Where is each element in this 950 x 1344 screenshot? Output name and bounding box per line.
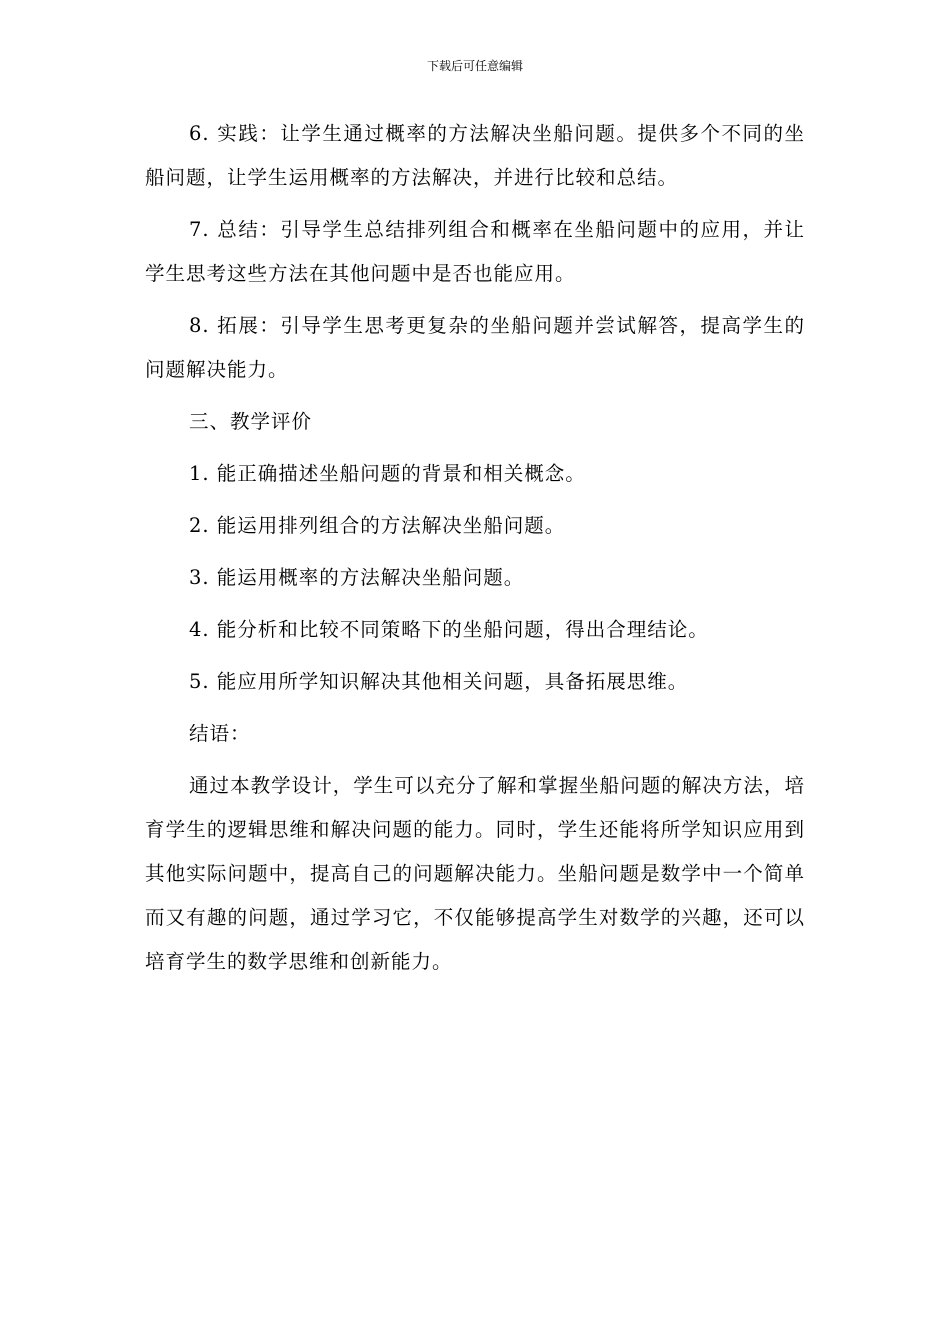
step-7-summary: 7. 总结：引导学生总结排列组合和概率在坐船问题中的应用，并让学生思考这些方法在其他问题中是否也能应用。 <box>145 218 805 285</box>
conclusion-paragraph: 通过本教学设计，学生可以充分了解和掌握坐船问题的解决方法，培育学生的逻辑思维和解决问题的能力。同时，学生还能将所学知识应用到其他实际问题中，提高自己的问题解决能力。坐船问题是数学中一个简单而又有趣的问题，通过学习它，不仅能够提高学生对数学的兴趣，还可以培育学生的数学思维和创新能力。 <box>145 774 805 973</box>
evaluation-item-4: 4. 能分析和比较不同策略下的坐船问题，得出合理结论。 <box>189 618 709 641</box>
evaluation-item-5: 5. 能应用所学知识解决其他相关问题，具备拓展思维。 <box>189 670 689 693</box>
evaluation-item-3: 3. 能运用概率的方法解决坐船问题。 <box>189 566 525 589</box>
conclusion-heading: 结语： <box>189 722 251 745</box>
step-6-practice: 6. 实践：让学生通过概率的方法解决坐船问题。提供多个不同的坐船问题，让学生运用概率的方法解决，并进行比较和总结。 <box>145 122 805 189</box>
evaluation-item-1: 1. 能正确描述坐船问题的背景和相关概念。 <box>189 462 586 485</box>
evaluation-item-2: 2. 能运用排列组合的方法解决坐船问题。 <box>189 514 566 537</box>
step-8-extension: 8. 拓展：引导学生思考更复杂的坐船问题并尝试解答，提高学生的问题解决能力。 <box>145 314 805 381</box>
page-header: 下载后可任意编辑 <box>426 59 523 73</box>
document-body <box>145 112 805 992</box>
section-heading-evaluation: 三、教学评价 <box>189 410 313 433</box>
